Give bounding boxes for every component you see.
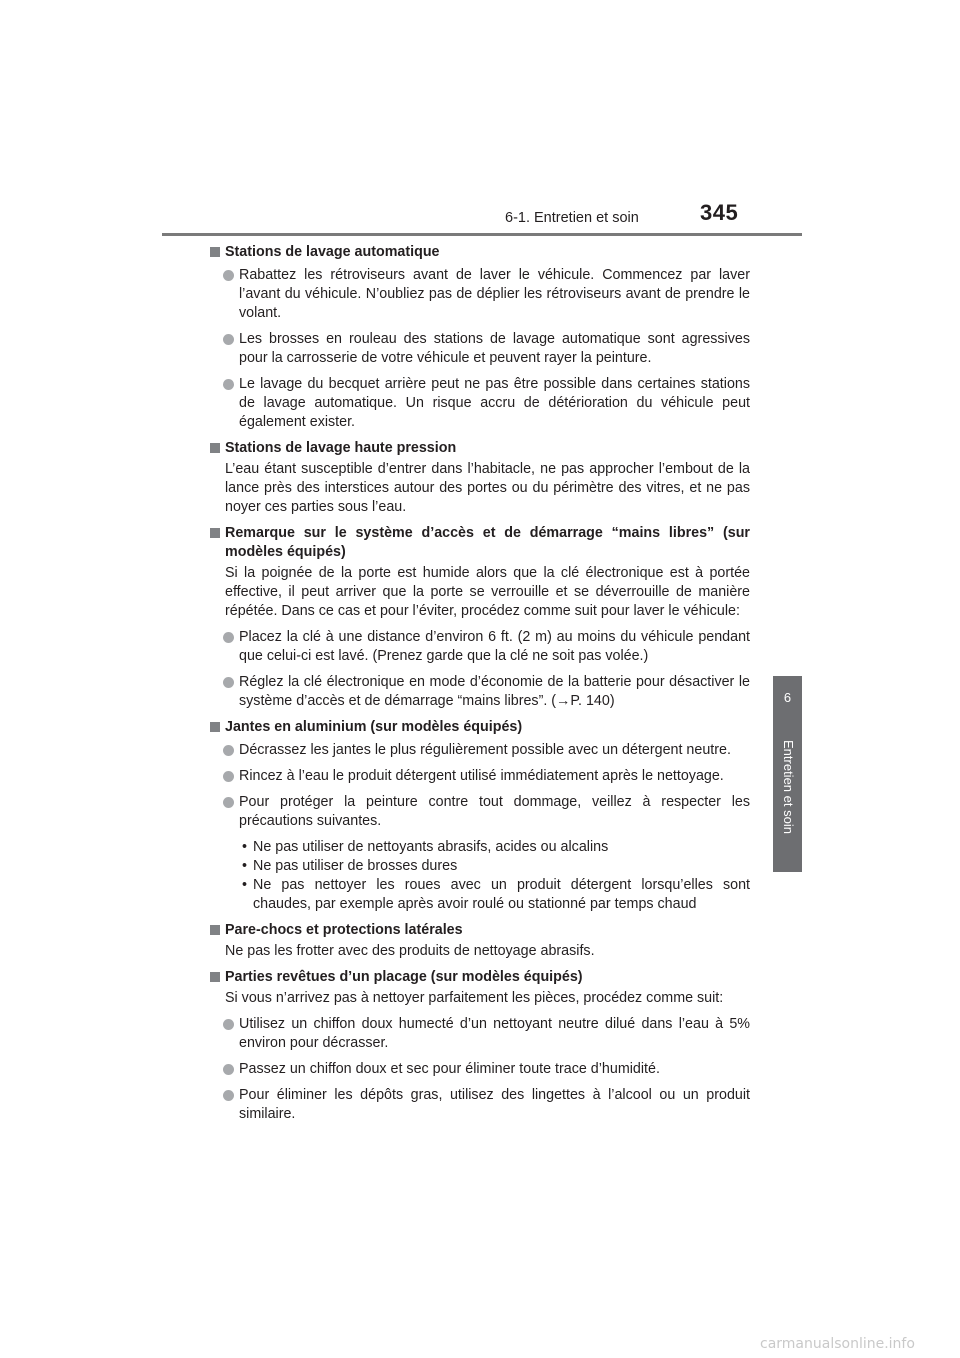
square-bullet-icon [210, 528, 220, 538]
section-text: Si la poignée de la porte est humide alors que la clé électronique est à portée effective, il peut arriver que la porte se verrouille et se déverrouille de manière répétée. Dans ce cas et pour l’éviter, procédez comme suit pour laver le véhicule: [225, 565, 750, 619]
section-text: Ne pas les frotter avec des produits de nettoyage abrasifs. [225, 943, 595, 959]
circle-bullet-icon [223, 334, 234, 345]
page-content [210, 243, 750, 1124]
sub-list-item: • Ne pas utiliser de brosses dures [242, 858, 458, 874]
list-item: Placez la clé à une distance d’environ 6 ft. (2 m) au moins du véhicule pendant que celui-ci est lavé. (Prenez garde que la clé ne soit pas volée.) [210, 628, 750, 666]
circle-bullet-icon [223, 1019, 234, 1030]
circle-bullet-icon [223, 677, 234, 688]
circle-bullet-icon [223, 745, 234, 756]
list-item: Le lavage du becquet arrière peut ne pas être possible dans certaines stations de lavage automatique. Un risque accru de détérioration du véhicule peut également exister. [210, 375, 750, 432]
square-bullet-icon [210, 925, 220, 935]
section-heading: Stations de lavage haute pression [210, 439, 750, 458]
list-item: Pour éliminer les dépôts gras, utilisez des lingettes à l’alcool ou un produit similaire. [210, 1086, 750, 1124]
list-item: Pour protéger la peinture contre tout dommage, veillez à respecter les précautions suivantes. [210, 793, 750, 831]
sub-bullet-marker: • [242, 877, 248, 893]
square-bullet-icon [210, 443, 220, 453]
section-heading: Jantes en aluminium (sur modèles équipés) [210, 718, 750, 737]
square-bullet-icon [210, 972, 220, 982]
circle-bullet-icon [223, 771, 234, 782]
square-bullet-icon [210, 247, 220, 257]
list-item: Décrassez les jantes le plus régulièrement possible avec un détergent neutre. [210, 741, 750, 760]
section-heading: Stations de lavage automatique [210, 243, 750, 262]
page-number: 345 [700, 200, 739, 225]
section-heading: Pare-chocs et protections latérales [210, 921, 750, 940]
sub-bullet-marker: • [242, 839, 248, 855]
chapter-label: Entretien et soin [781, 740, 796, 834]
circle-bullet-icon [223, 270, 234, 281]
watermark: carmanualsonline.info [760, 1336, 915, 1352]
sub-list-item: • Ne pas nettoyer les roues avec un produit détergent lorsqu’elles sont chaudes, par exemple après avoir roulé ou stationné par temps chaud [242, 877, 750, 912]
circle-bullet-icon [223, 1064, 234, 1075]
sub-bullet-marker: • [242, 858, 248, 874]
list-item: Les brosses en rouleau des stations de lavage automatique sont agressives pour la carrosserie de votre véhicule et peuvent rayer la peinture. [210, 330, 750, 368]
section-heading: Parties revêtues d’un placage (sur modèles équipés) [210, 968, 750, 987]
circle-bullet-icon [223, 1090, 234, 1101]
circle-bullet-icon [223, 632, 234, 643]
section-text: L’eau étant susceptible d’entrer dans l’habitacle, ne pas approcher l’embout de la lance près des interstices autour des portes ou du périmètre des vitres, et ne pas noyer ces parties sous l’eau. [225, 461, 750, 515]
list-item: Passez un chiffon doux et sec pour éliminer toute trace d’humidité. [210, 1060, 750, 1079]
section-title: 6-1. Entretien et soin [505, 210, 639, 226]
circle-bullet-icon [223, 379, 234, 390]
sub-list-item: • Ne pas utiliser de nettoyants abrasifs, acides ou alcalins [242, 839, 609, 855]
section-text: Si vous n’arrivez pas à nettoyer parfaitement les pièces, procédez comme suit: [225, 990, 724, 1006]
chapter-number: 6 [773, 676, 802, 718]
list-item: Réglez la clé électronique en mode d’économie de la batterie pour désactiver le système d’accès et de démarrage “mains libres”. (→P. 140) [210, 673, 750, 711]
header-rule [162, 233, 802, 236]
list-item: Utilisez un chiffon doux humecté d’un nettoyant neutre dilué dans l’eau à 5% environ pour décrasser. [210, 1015, 750, 1053]
circle-bullet-icon [223, 797, 234, 808]
list-item: Rabattez les rétroviseurs avant de laver le véhicule. Commencez par laver l’avant du véhicule. N’oubliez pas de déplier les rétroviseurs avant de prendre le volant. [210, 266, 750, 323]
list-item: Rincez à l’eau le produit détergent utilisé immédiatement après le nettoyage. [210, 767, 750, 786]
section-heading: Remarque sur le système d’accès et de démarrage “mains libres” (sur modèles équipés) [210, 524, 750, 562]
square-bullet-icon [210, 722, 220, 732]
